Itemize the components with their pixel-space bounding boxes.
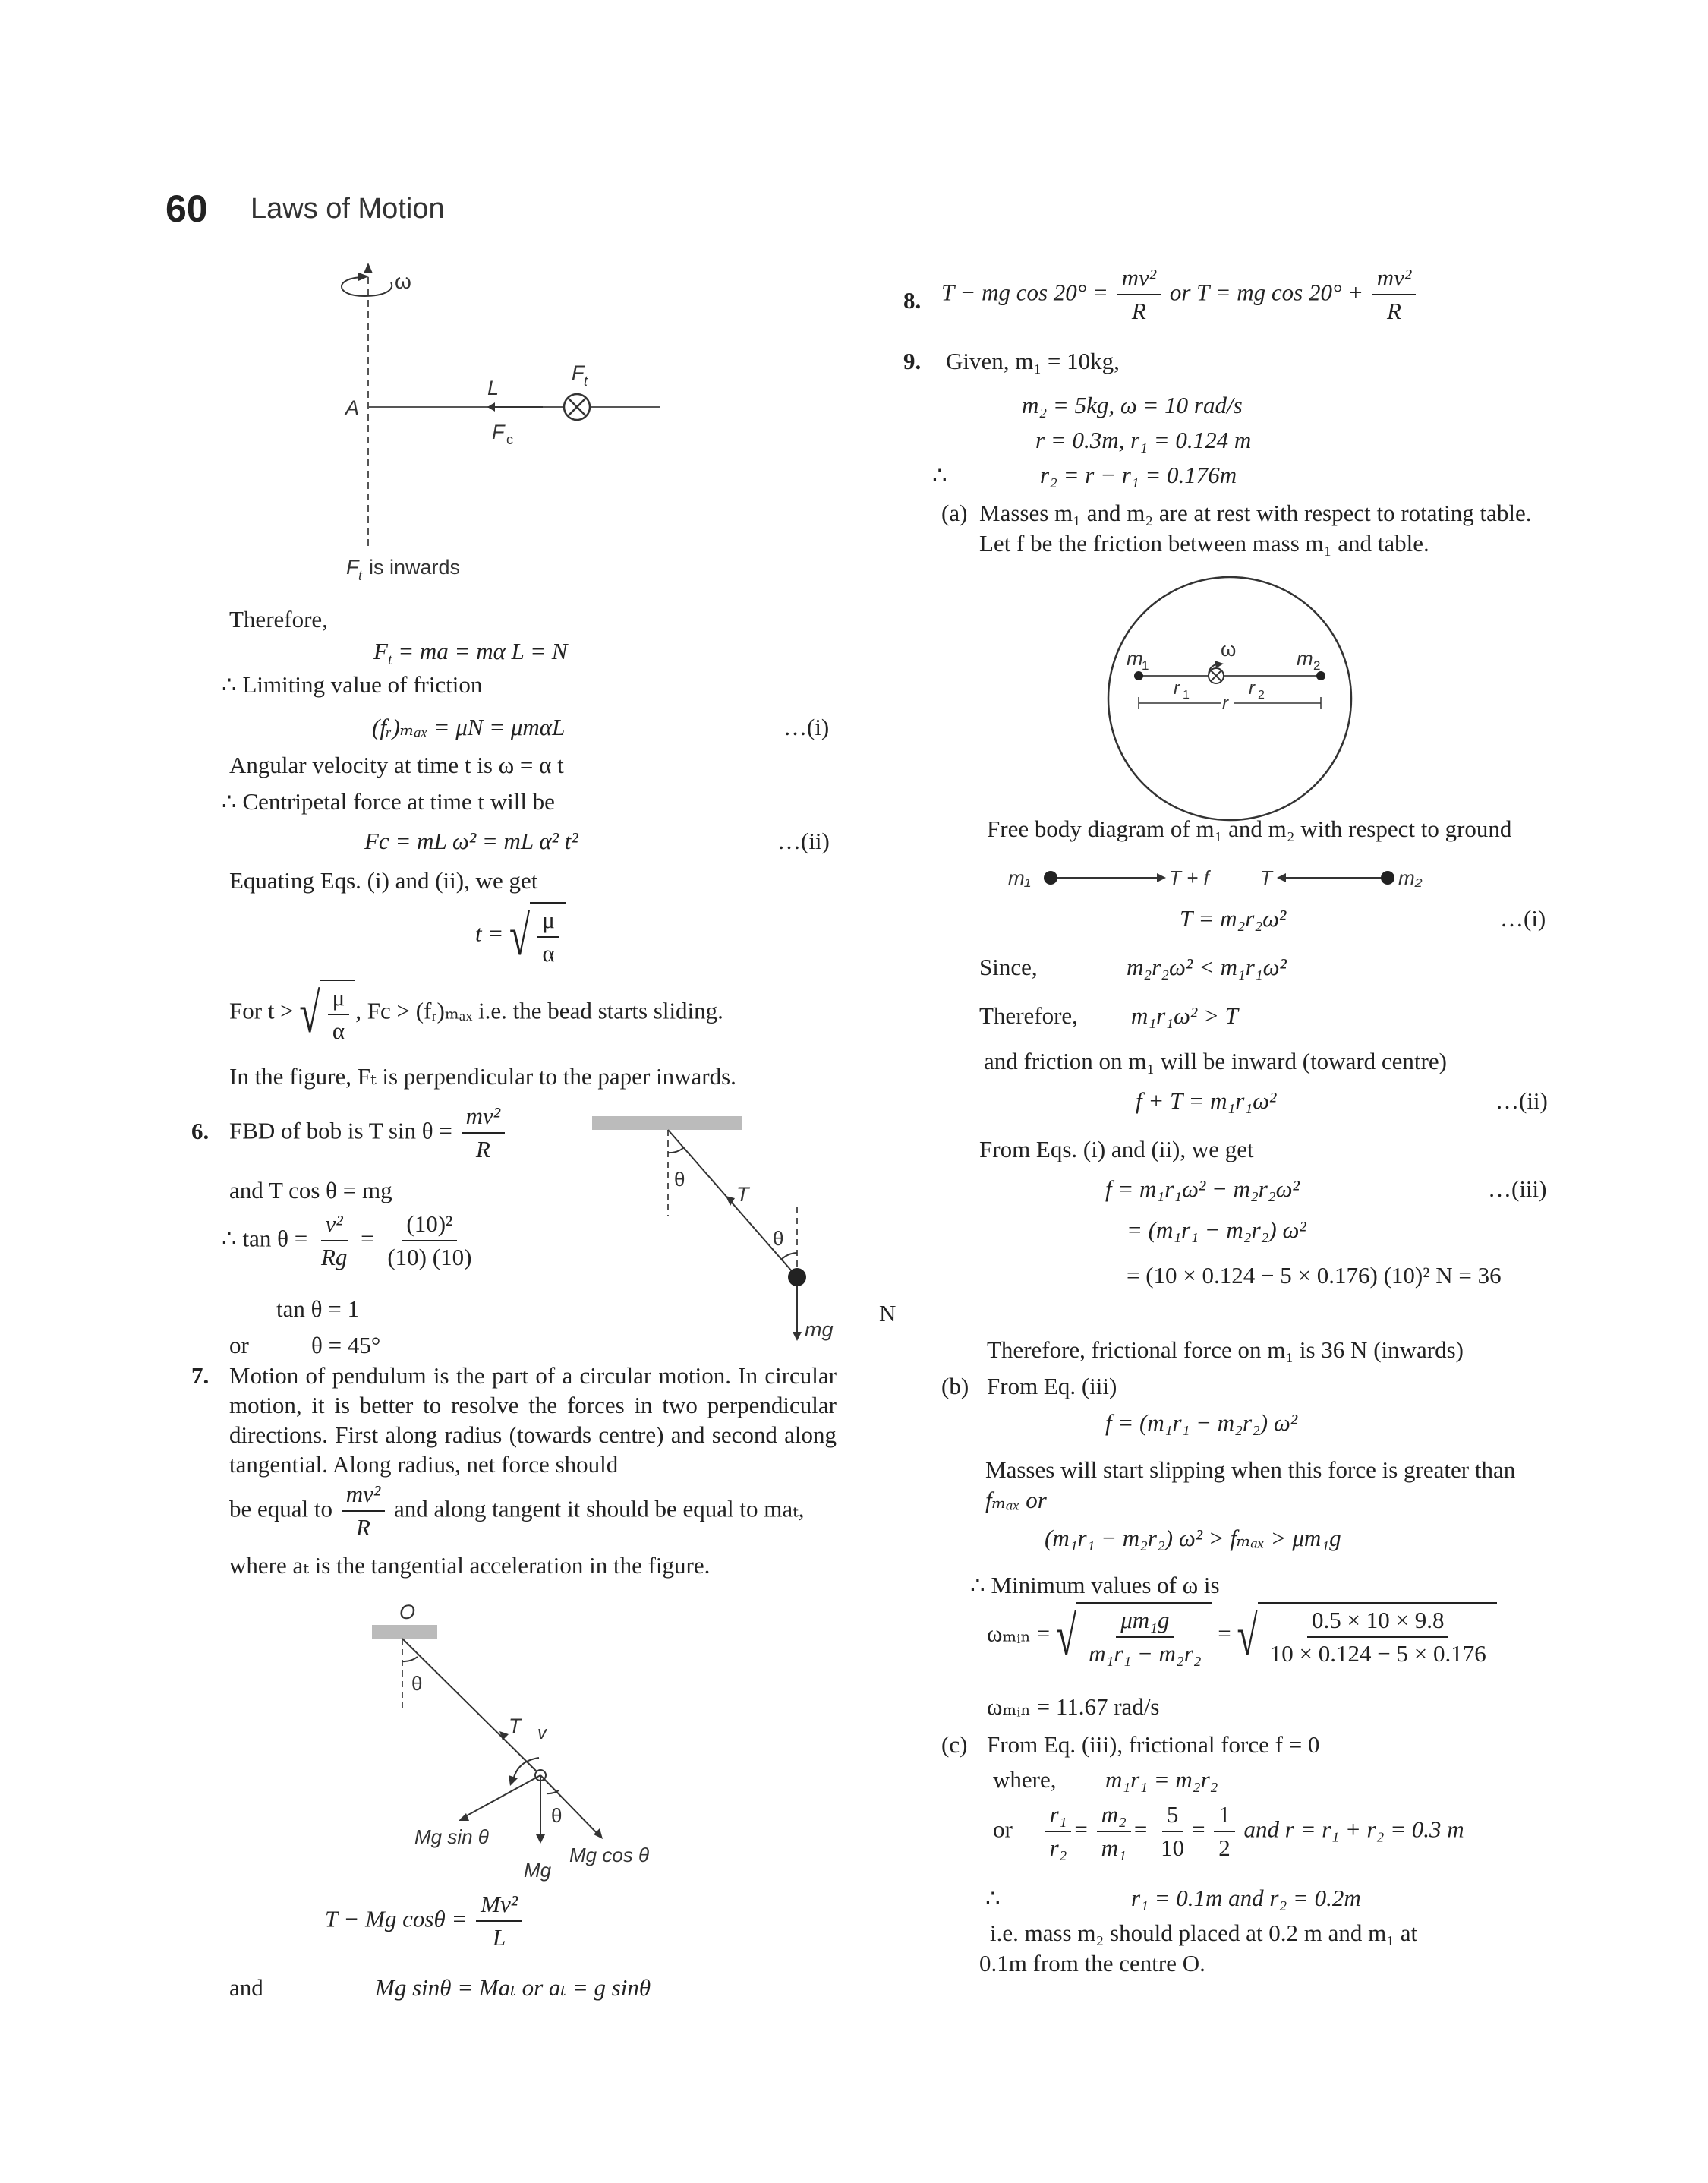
q6-or: or: [229, 1332, 249, 1358]
svg-text:T + f: T + f: [1169, 866, 1209, 889]
svg-text:Mg cos θ: Mg cos θ: [569, 1844, 650, 1866]
svg-text:c: c: [506, 432, 513, 447]
bob: [788, 1268, 806, 1286]
therefore-text: Therefore,: [229, 606, 328, 633]
part-b-text: From Eq. (iii): [987, 1373, 1117, 1399]
q8-equation: T − mg cos 20° = $\frac{\text{mv²}}{R}$ or T = mg cos 20° + $\frac{\text{mv²}}{R}$: [941, 263, 1419, 327]
svg-text:Mg sin θ: Mg sin θ: [414, 1825, 489, 1848]
svg-text:Mg: Mg: [524, 1859, 552, 1882]
part-c-text: From Eq. (iii), frictional force f = 0: [987, 1731, 1320, 1758]
eq-f-T: f + T = m₁r₁ω²: [1136, 1087, 1277, 1114]
r-values: r₁ = 0.1m and r₂ = 0.2m: [1131, 1885, 1361, 1911]
svg-text:ω: ω: [1221, 638, 1237, 661]
eq-tag-iii: …(iii): [1488, 1175, 1547, 1202]
svg-text:t: t: [584, 374, 588, 389]
min-values-text: ∴ Minimum values of ω is: [970, 1572, 1220, 1598]
part-b-label: (b): [941, 1373, 969, 1399]
eq-f: f = m₁r₁ω² − m₂r₂ω²: [1105, 1175, 1300, 1202]
omega-min-eq: ωₘᵢₙ = √ $\frac{\text{μm₁g}}{\text{m₁r₁ − m₂r₂}}$ = √ $\frac{0.5 \times 10 \times 9.8}{10 \times 0.124 - 5 \times 0.176}$: [987, 1602, 1497, 1670]
eq-fr: (fᵣ)ₘₐₓ = μN = μmαL: [372, 714, 566, 740]
omega-label: ω: [395, 270, 411, 293]
q6-theta45: θ = 45°: [311, 1332, 381, 1358]
ground-fbd-figure: [1002, 858, 1473, 896]
omega-rotation-icon: [342, 277, 392, 296]
svg-text:O: O: [399, 1601, 416, 1623]
figure-caption: is inwards: [369, 556, 461, 579]
q7-eq-T: T − Mg cosθ = $\frac{\text{Mv²}}{L}$: [325, 1889, 525, 1954]
svg-text:2: 2: [1313, 658, 1321, 673]
ie-text-1: i.e. mass m₂ should placed at 0.2 m and m₁ at: [990, 1920, 1418, 1946]
label-A: A: [345, 396, 360, 419]
for-t-text: For t > √ $\frac{\mu}{\alpha}$ , Fc > (fᵣ)ₘₐₓ i.e. the bead starts sliding.: [229, 980, 723, 1047]
pendulum-circular-figure: [364, 1595, 683, 1883]
svg-text:θ: θ: [411, 1672, 423, 1695]
eq-tag-i: …(i): [783, 714, 830, 740]
q7-paragraph: Motion of pendulum is the part of a circular motion. In circular motion, it is better to resolve the forces in two perpendicular directions. First along radius (towards centre) and second along tangential. Along radius, net force should: [229, 1362, 837, 1478]
q9-therefore: ∴: [932, 462, 947, 488]
since-eq: m₂r₂ω² < m₁r₁ω²: [1127, 954, 1287, 980]
therefore-text-right: Therefore,: [979, 1002, 1078, 1029]
where-eq: m₁r₁ = m₂r₂: [1105, 1766, 1218, 1793]
svg-text:θ: θ: [674, 1168, 685, 1191]
string: [668, 1130, 797, 1277]
q9-given-2: m₂ = 5kg, ω = 10 rad/s: [1022, 392, 1243, 418]
angular-text: Angular velocity at time t is ω = α t: [229, 752, 564, 778]
q6-tan-eq: ∴ tan θ = $\frac{\text{v²}}{Rg}$ = $\frac{\text{(10)²}}{(10) (10)}$: [222, 1210, 472, 1271]
q7-where: where aₜ is the tangential acceleration in the figure.: [229, 1552, 711, 1579]
q8-number: 8.: [903, 287, 922, 314]
rotating-table-figure: [1093, 562, 1366, 835]
svg-text:v: v: [537, 1723, 547, 1743]
from-eqs-text: From Eqs. (i) and (ii), we get: [979, 1136, 1254, 1162]
q7-be-equal: be equal to $\frac{\text{mv²}}{R}$ and along tangent it should be equal to maₜ,: [229, 1481, 805, 1541]
page-title: Laws of Motion: [251, 193, 445, 225]
eq-tag-ii: …(ii): [777, 828, 830, 854]
q6-cos-line: and T cos θ = mg: [229, 1177, 392, 1203]
therefore-2: ∴: [985, 1885, 1001, 1911]
svg-text:m: m: [1127, 647, 1143, 670]
q9-number: 9.: [903, 348, 922, 374]
q7-and: and: [229, 1974, 263, 2001]
slip-text-2: fₘₐₓ or: [985, 1487, 1047, 1513]
eq-fc: Fc = mL ω² = mL α² t²: [364, 828, 578, 854]
frictional-force-text: Therefore, frictional force on m₁ is 36 N (inwards): [987, 1336, 1464, 1363]
ratio-eq: or $\frac{\text{r₁}}{\text{r₂}}$ = $\frac{\text{m₂}}{\text{m₁}}$ = $\frac{5}{10}$ = $\frac{1}{2}$ and r = r₁ + r₂ = 0.3 m: [993, 1801, 1464, 1862]
svg-text:t: t: [358, 568, 363, 583]
centripetal-text: ∴ Centripetal force at time t will be: [222, 788, 555, 815]
eq-f-c: = (10 × 0.124 − 5 × 0.176) (10)² N = 36: [1127, 1262, 1502, 1289]
ceiling: [592, 1116, 742, 1130]
svg-text:r: r: [1222, 693, 1228, 714]
svg-text:r: r: [1249, 678, 1255, 699]
in-figure-text: In the figure, Fₜ is perpendicular to the paper inwards.: [229, 1063, 736, 1090]
q6-tan1: tan θ = 1: [276, 1295, 359, 1322]
mass-2: [1381, 871, 1394, 885]
where-text: where,: [993, 1766, 1057, 1793]
string: [402, 1639, 540, 1775]
gravity-arrow-icon: [793, 1332, 802, 1341]
since-text: Since,: [979, 954, 1038, 980]
stray-n: N: [879, 1300, 897, 1327]
pivot: [372, 1625, 437, 1639]
equating-text: Equating Eqs. (i) and (ii), we get: [229, 867, 538, 894]
svg-text:T: T: [509, 1715, 522, 1737]
part-c-label: (c): [941, 1731, 968, 1758]
svg-text:2: 2: [1258, 689, 1265, 702]
svg-text:F: F: [346, 556, 359, 579]
omega-result: ωₘᵢₙ = 11.67 rad/s: [987, 1693, 1160, 1720]
svg-text:1: 1: [1183, 689, 1190, 702]
svg-text:m₁: m₁: [1008, 866, 1031, 889]
part-b-eq: f = (m₁r₁ − m₂r₂) ω²: [1105, 1409, 1298, 1436]
svg-text:T: T: [1260, 866, 1272, 889]
part-a-label: (a): [941, 500, 968, 526]
eq-ft: $F_t$ = ma = mα L = N: [373, 638, 568, 669]
eq-t-sqrt: t = √ $\frac{\mu}{\alpha}$: [475, 902, 566, 970]
eq-tag-ii-right: …(ii): [1495, 1087, 1548, 1114]
friction-on-text: and friction on m₁ will be inward (toward centre): [984, 1048, 1447, 1074]
therefore-eq: m₁r₁ω² > T: [1131, 1002, 1238, 1029]
part-a-text-2: Let f be the friction between mass m₁ and table.: [979, 530, 1429, 557]
q6-number: 6.: [191, 1118, 210, 1144]
slip-eq: (m₁r₁ − m₂r₂) ω² > fₘₐₓ > μm₁g: [1045, 1525, 1341, 1551]
eq-T-m2: T = m₂r₂ω²: [1180, 905, 1287, 932]
q7-number: 7.: [191, 1362, 210, 1389]
svg-text:r: r: [1174, 678, 1180, 699]
q9-given-4: r₂ = r − r₁ = 0.176m: [1040, 462, 1237, 488]
q7-eq-last: Mg sinθ = Maₜ or aₜ = g sinθ: [375, 1974, 651, 2001]
fbd-text: Free body diagram of m₁ and m₂ with respect to ground: [987, 815, 1512, 842]
part-a-text-1: Masses m₁ and m₂ are at rest with respect to rotating table.: [979, 500, 1532, 526]
svg-text:θ: θ: [551, 1804, 563, 1827]
q9-given: Given, m₁ = 10kg,: [946, 348, 1120, 374]
slip-text-1: Masses will start slipping when this force is greater than: [985, 1456, 1516, 1483]
bead-rod-figure: [319, 258, 683, 592]
limiting-text: ∴ Limiting value of friction: [222, 671, 483, 698]
pendulum-fbd-figure: [577, 1109, 850, 1359]
svg-text:mg: mg: [805, 1318, 834, 1341]
eq-f-b: = (m₁r₁ − m₂r₂) ω²: [1127, 1216, 1306, 1243]
q9-given-3: r = 0.3m, r₁ = 0.124 m: [1035, 427, 1252, 453]
svg-text:m: m: [1297, 647, 1313, 670]
svg-text:1: 1: [1142, 658, 1149, 673]
mass-1: [1044, 871, 1057, 885]
velocity-arrow-icon: [509, 1775, 518, 1786]
ie-text-2: 0.1m from the centre O.: [979, 1950, 1205, 1976]
label-L: L: [487, 377, 499, 399]
svg-text:T: T: [736, 1183, 749, 1206]
eq-tag-i-right: …(i): [1500, 905, 1546, 932]
label-Ft: F: [572, 361, 585, 384]
page-number: 60: [165, 188, 208, 230]
axis-arrow-icon: [364, 263, 373, 273]
q6-fbd: FBD of bob is T sin θ = $\frac{\text{mv²}}{R}$: [229, 1101, 508, 1166]
svg-text:m₂: m₂: [1398, 866, 1423, 889]
label-Fc: F: [492, 421, 505, 443]
svg-text:θ: θ: [773, 1227, 784, 1250]
